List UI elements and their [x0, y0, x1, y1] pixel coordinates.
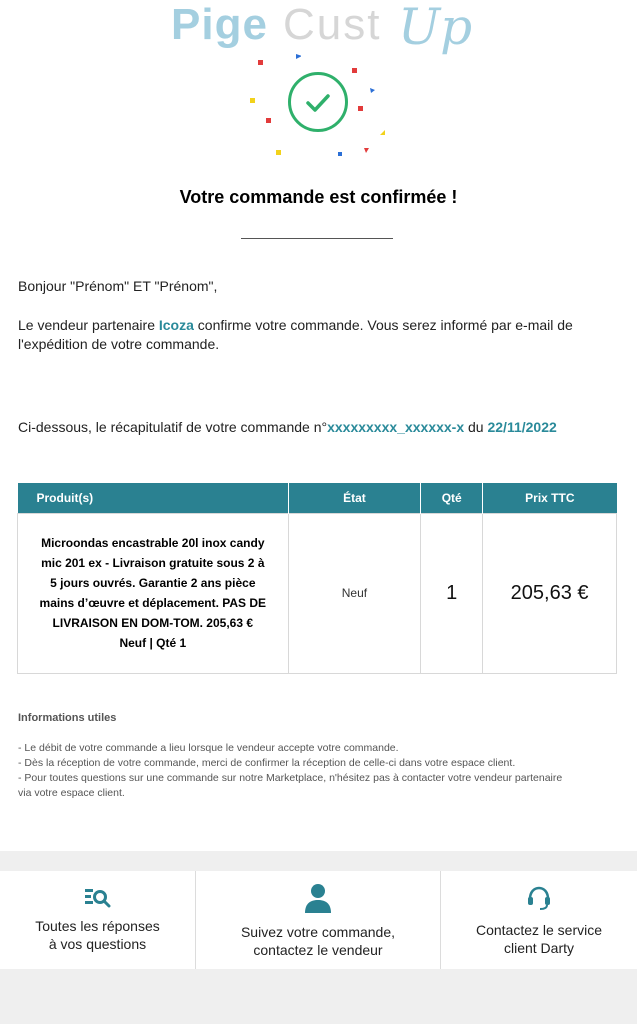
follow-order-label: [241, 923, 395, 959]
logo-part-pige: Pige: [171, 0, 268, 49]
confetti-icon: [266, 118, 271, 123]
message-text: Le vendeur partenaire: [18, 317, 159, 333]
header-product: Produit(s): [18, 483, 289, 513]
faq-label: [35, 917, 160, 953]
confetti-icon: [296, 54, 301, 59]
faq-label-line: à vos questions: [48, 936, 147, 952]
checkmark-icon: [291, 75, 345, 129]
confetti-icon: [380, 130, 385, 135]
info-line: - Dès la réception de votre commande, merci de confirmer la réception de celle-ci dans votre espace client.: [18, 757, 516, 769]
info-title: Informations utiles: [18, 712, 117, 724]
faq-link[interactable]: [0, 871, 195, 969]
confetti-icon: [258, 60, 263, 65]
header-qty: Qté: [421, 483, 483, 513]
confetti-icon: [370, 88, 375, 93]
table-row: [18, 513, 617, 673]
success-circle: [288, 72, 348, 132]
product-qty: 1: [421, 513, 483, 673]
info-line: - Le débit de votre commande a lieu lorsque le vendeur accepte votre commande.: [18, 742, 399, 754]
contact-label-line: Contactez le service: [475, 922, 603, 938]
user-icon: [304, 883, 332, 913]
header-price: Prix TTC: [483, 483, 617, 513]
contact-label-line: client Darty: [503, 940, 575, 956]
confetti-icon: [352, 68, 357, 73]
seller-name: Icoza: [158, 317, 194, 333]
footer-links: [0, 871, 637, 969]
header-state: État: [288, 483, 421, 513]
follow-label-line: contactez le vendeur: [253, 942, 383, 958]
order-date: 22/11/2022: [487, 419, 557, 435]
recap-text: du: [464, 419, 488, 435]
info-list: [18, 741, 618, 801]
confetti-icon: [276, 150, 281, 155]
contact-service-link[interactable]: [440, 871, 637, 969]
recap-text: Ci-dessous, le récapitulatif de votre commande n°: [18, 419, 328, 435]
confetti-icon: [358, 106, 363, 111]
faq-label-line: Toutes les réponses: [35, 918, 160, 934]
product-price: 205,63 €: [483, 513, 617, 673]
confetti-icon: [364, 148, 369, 153]
title-divider: [241, 238, 393, 239]
info-line: - Pour toutes questions sur une commande sur notre Marketplace, n'hésitez pas à contacter votre vendeur partenaire: [18, 772, 563, 784]
confirmation-message: [18, 316, 628, 354]
confetti-icon: [338, 152, 343, 157]
greeting: Bonjour "Prénom" ET "Prénom",: [18, 278, 218, 294]
headset-icon: [526, 883, 552, 913]
info-line: via votre espace client.: [18, 787, 125, 799]
page-title: Votre commande est confirmée !: [179, 187, 458, 207]
logo-part-up: Up: [398, 0, 473, 56]
table-header-row: [18, 483, 617, 513]
product-state: Neuf: [288, 513, 421, 673]
order-summary-table: [17, 483, 617, 674]
message-text: confirme votre commande. Vous serez informé par e-mail de l'expédition de votre commande.: [18, 317, 573, 352]
confirmation-badge: [240, 48, 390, 168]
contact-service-label: [476, 921, 602, 957]
follow-label-line: Suivez votre commande,: [240, 924, 396, 940]
logo-part-cust: Cust: [283, 0, 382, 49]
order-number: xxxxxxxxx_xxxxxx-x: [327, 419, 465, 435]
search-list-icon: [85, 883, 111, 913]
order-recap-line: [18, 419, 557, 435]
follow-order-link[interactable]: [195, 871, 440, 969]
product-description: Microondas encastrable 20l inox candy mic 201 ex - Livraison gratuite sous 2 à 5 jours ouvrés. Garantie 2 ans pièce mains d’œuvre et déplacement. PAS DE LIVRAISON EN DOM-TOM. 205,63 € Neuf | Qté 1: [18, 513, 289, 673]
confetti-icon: [250, 98, 255, 103]
